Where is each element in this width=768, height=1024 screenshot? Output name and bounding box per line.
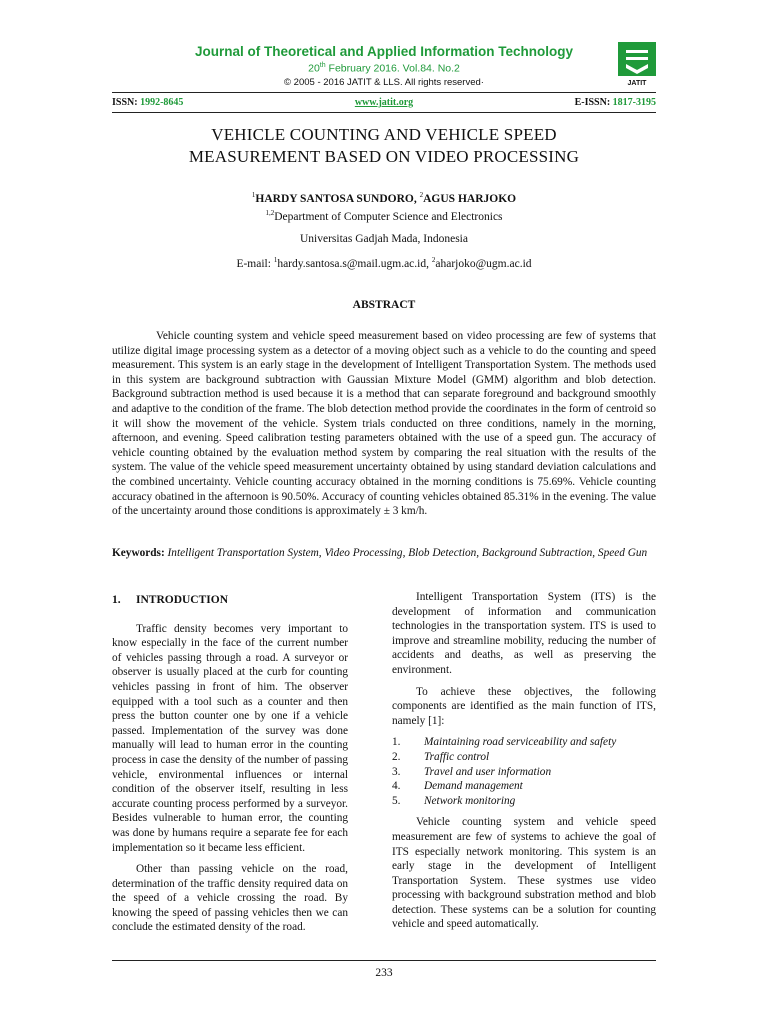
copyright-notice: © 2005 - 2016 JATIT & LLS. All rights reserved· <box>284 77 484 88</box>
list-item: 1. Maintaining road serviceability and safety <box>392 736 617 749</box>
abstract-text: Vehicle counting system and vehicle speed measurement based on video processing are few of systems that utilize digital image processing system as a detector of a moving object such as a vehicle to do the counting and speed measurement. This system is an early stage in the development of Intelligent Transportation System. The methods used in this system are background subtraction with Gaussian Mixture Model (GMM) algorithm and blob detection. Background subtraction method is used because it is a method that can separate foreground and background smoothly and adaptive to the condition of the frame. The blob detection method provide the coordinates in the form of centroid so it will show the movement of the vehicle. System trials conducted on three conditions, namely in the morning, afternoon, and evening. Speed calibration testing parameters obtained with the use of a speed gun. The accuracy of vehicle counting obtained by the evaluation method system by comparing the real situation with the results of the system. The value of the vehicle speed measurement uncertainty obtained by using standard deviation calculations and the combined uncertainty. Vehicle counting accuracy obtained in the morning conditions is 75.69%. Vehicle counting accuracy obatined in the afternoon is 90.50%. Accuracy of counting vehicles obtained 85.31% in the evening. The value of the uncertainty around those conditions is approximately ± 3 km/h. <box>112 330 656 518</box>
svg-text:JATIT: JATIT <box>627 80 647 87</box>
paper-title: VEHICLE COUNTING AND VEHICLE SPEED MEASUREMENT BASED ON VIDEO PROCESSING <box>188 125 580 166</box>
its-function-list <box>392 735 656 808</box>
right-column <box>392 590 656 939</box>
header-rule-bottom <box>112 112 656 113</box>
author-line: $^1$HARDY SANTOSA SUNDORO, $^2$AGUS HARJOKO <box>251 191 517 205</box>
issn: ISSN: 1992-8645 <box>112 97 184 108</box>
journal-name: Journal of Theoretical and Applied Information Technology <box>194 44 574 59</box>
list-item: 4. Demand management <box>392 780 523 793</box>
its-paragraph: Intelligent Transportation System (ITS) is the development of information and communication technologies in the transportation system. ITS is used to improve and streamline mobility, reducing the number of accidents and deaths, as well as preserving the environment. <box>392 591 656 676</box>
issn-row <box>112 97 656 111</box>
abstract-heading: ABSTRACT <box>352 299 416 311</box>
intro-paragraph: Other than passing vehicle on the road, determination of the traffic density required data on the speed of a vehicle crossing the road. By knowing the speed of passing vehicles then we can conclude the estimated density of the road. <box>112 863 348 934</box>
issue-date: 20th February 2016. Vol.84. No.2 <box>308 62 460 75</box>
list-item: 2. Traffic control <box>392 750 490 763</box>
its-paragraph: To achieve these objectives, the following components are identified as the main function of ITS, namely [1]: <box>392 685 656 727</box>
affiliation-department: $^{1,2}$Department of Computer Science and Electronics <box>265 209 503 223</box>
page-number: 233 <box>375 967 393 979</box>
header-rule-top <box>112 92 656 93</box>
section-heading: 1. INTRODUCTION <box>112 594 229 606</box>
its-paragraph: Vehicle counting system and vehicle speed measurement are few of systems to achieve the goal of ITS especially network monitoring. This system is an early stage in the development of Intelligent Transportation System. These systmes use video processing with background substration method and blob detection. These systems can be a solution for counting vehicle and speed automatically. <box>392 816 656 931</box>
list-item: 5. Network monitoring <box>392 794 516 807</box>
left-column <box>112 590 348 942</box>
author-emails: E-mail: $^1$hardy.santosa.s@mail.ugm.ac.id, $^2$aharjoko@ugm.ac.id <box>236 256 532 270</box>
intro-paragraph: Traffic density becomes very important to know especially in the face of the current number of vehicles passing through a road. A surveyor or observer is usually placed at the curb for counting vehicles passing in front of him. The observer equipped with a tool such as a counter and then press the button counter one by one if a vehicle passed. Implementation of the survey was done manually will lead to human error in the counting process in case the density of the number of passing vehicle, environmental influences or internal condition of the observer itself, resulting in less accurate counting process performed by a surveyor. Besides vulnerable to human error, the counting was done by humans require a separate fee for each implementation so it became less efficient. <box>112 622 348 854</box>
eissn: E-ISSN: 1817-3195 <box>574 97 656 108</box>
affiliation-university: Universitas Gadjah Mada, Indonesia <box>300 233 468 245</box>
list-item: 3. Travel and user information <box>392 765 552 778</box>
website-link[interactable]: www.jatit.org <box>354 97 414 108</box>
keywords: Keywords: Intelligent Transportation System, Video Processing, Blob Detection, Background Subtraction, Speed Gun <box>112 547 648 559</box>
footer-rule <box>112 960 656 961</box>
jatit-logo-icon <box>614 40 660 88</box>
